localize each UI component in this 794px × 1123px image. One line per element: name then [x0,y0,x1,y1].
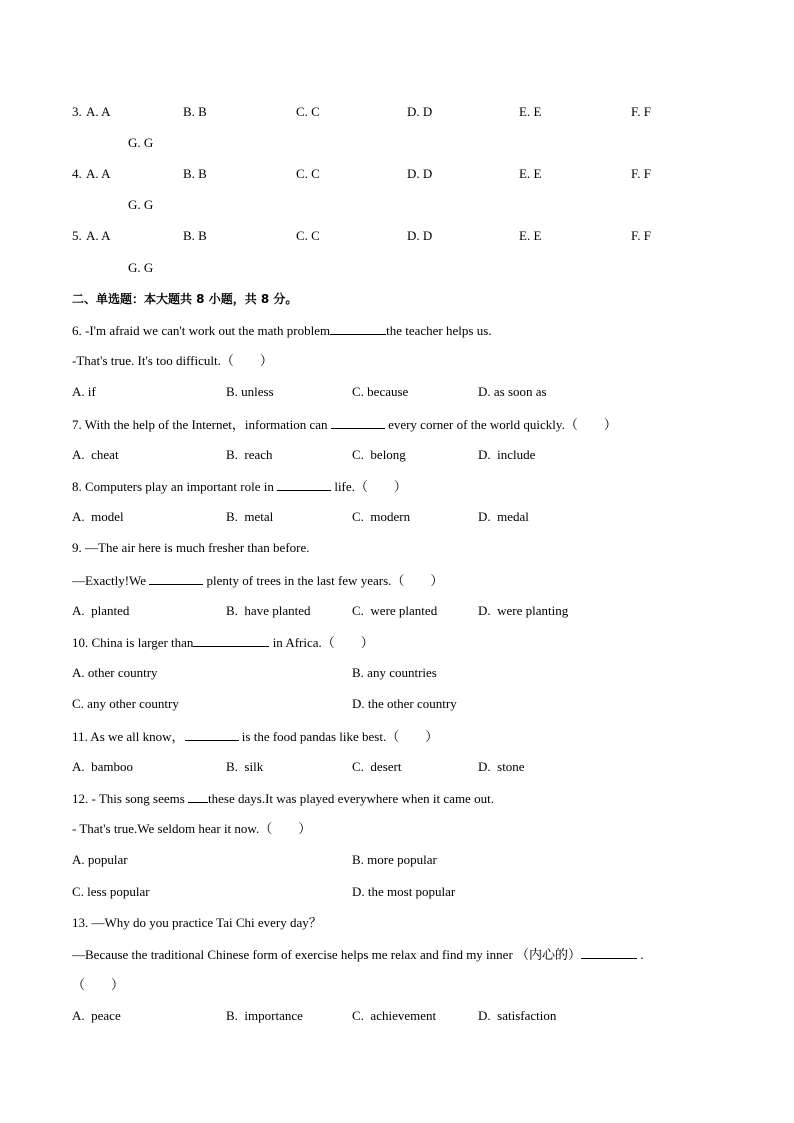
question-13-option-d: D. satisfaction [478,1008,557,1023]
stem-text-pre: 8. Computers play an important role in [72,479,278,494]
question-7-option-b: B. reach [226,447,273,462]
stem-text-pre: 11. As we all know， [72,729,185,744]
question-10-option-c: C. any other country [72,696,179,711]
row-number: 4. [72,166,82,181]
question-7-option-a: A. cheat [72,447,119,462]
option-b: B. B [183,104,207,119]
question-10-option-b: B. any countries [352,665,437,680]
question-11-option-b: B. silk [226,759,264,774]
question-12-option-b: B. more popular [352,852,437,867]
question-10-stem [72,634,374,651]
option-d: D. D [407,104,433,119]
option-f: F. F [631,104,651,119]
question-8-option-b: B. metal [226,509,274,524]
question-12-option-c: C. less popular [72,884,150,899]
question-10-option-a: A. other country [72,665,158,680]
question-6-stem [72,322,492,339]
question-13-line1: 13. —Why do you practice Tai Chi every day？ [72,915,322,930]
option-g: G. G [128,135,154,150]
option-c: C. C [296,228,320,243]
answer-blank [193,634,269,647]
stem-text-pre: 7. With the help of the Internet，information can [72,417,331,432]
stem-text-post: in Africa.（ ） [269,635,374,650]
row-number: 3. [72,104,82,119]
question-12-option-d: D. the most popular [352,884,456,899]
question-6-option-a: A. if [72,384,96,399]
option-g: G. G [128,197,154,212]
question-11-option-c: C. desert [352,759,402,774]
question-8-option-c: C. modern [352,509,411,524]
option-b: B. B [183,166,207,181]
question-11-option-d: D. stone [478,759,525,774]
question-11-stem [72,728,438,745]
question-12-stem [72,790,494,807]
question-12-reply: - That's true.We seldom hear it now.（ ） [72,821,312,836]
question-9-option-a: A. planted [72,603,130,618]
question-6-option-c: C. because [352,384,409,399]
question-8-stem [72,478,407,495]
question-8-option-a: A. model [72,509,124,524]
question-9-option-d: D. were planting [478,603,569,618]
option-e: E. E [519,228,542,243]
option-f: F. F [631,228,651,243]
question-13-option-a: A. peace [72,1008,121,1023]
option-a: A. A [86,228,111,243]
stem-text-pre: 6. -I'm afraid we can't work out the math problem [72,323,331,338]
stem-text-pre: —Because the traditional Chinese form of exercise helps me relax and find my inner （内心的） [72,947,582,962]
question-8-option-d: D. medal [478,509,529,524]
question-13-option-b: B. importance [226,1008,303,1023]
option-a: A. A [86,166,111,181]
stem-text-post: is the food pandas like best.（ ） [238,729,439,744]
question-9-option-c: C. were planted [352,603,438,618]
stem-text-post: . [637,947,644,962]
option-d: D. D [407,228,433,243]
question-6-reply: -That's true. It's too difficult.（ ） [72,353,273,368]
option-f: F. F [631,166,651,181]
section-heading: 二、单选题：本大题共 8 小题，共 8 分。 [72,292,298,306]
option-g: G. G [128,260,154,275]
stem-text-post: life.（ ） [331,479,407,494]
answer-blank [188,790,208,803]
option-b: B. B [183,228,207,243]
question-10-option-d: D. the other country [352,696,457,711]
question-9-stem [72,572,443,589]
option-a: A. A [86,104,111,119]
answer-blank [277,478,331,491]
answer-blank [149,572,203,585]
question-11-option-a: A. bamboo [72,759,134,774]
question-7-stem [72,416,617,433]
option-c: C. C [296,166,320,181]
question-7-option-c: C. belong [352,447,406,462]
question-9-option-b: B. have planted [226,603,311,618]
question-13-stem [72,946,644,963]
question-13-option-c: C. achievement [352,1008,437,1023]
answer-blank [581,946,637,959]
answer-blank [330,322,386,335]
row-number: 5. [72,228,82,243]
stem-text-post: every corner of the world quickly.（ ） [384,417,617,432]
option-c: C. C [296,104,320,119]
answer-blank [331,416,385,429]
answer-blank [185,728,239,741]
stem-text-pre: 12. - This song seems [72,791,189,806]
stem-text-pre: —Exactly!We [72,573,150,588]
stem-text-post: the teacher helps us. [386,323,492,338]
question-9-line1: 9. —The air here is much fresher than before. [72,540,310,555]
question-13-paren: （ ） [72,977,125,992]
question-6-option-b: B. unless [226,384,274,399]
option-d: D. D [407,166,433,181]
stem-text-pre: 10. China is larger than [72,635,194,650]
question-12-option-a: A. popular [72,852,128,867]
question-7-option-d: D. include [478,447,536,462]
question-6-option-d: D. as soon as [478,384,547,399]
option-e: E. E [519,166,542,181]
option-e: E. E [519,104,542,119]
stem-text-post: plenty of trees in the last few years.（ ） [203,573,444,588]
stem-text-post: these days.It was played everywhere when it came out. [208,791,494,806]
